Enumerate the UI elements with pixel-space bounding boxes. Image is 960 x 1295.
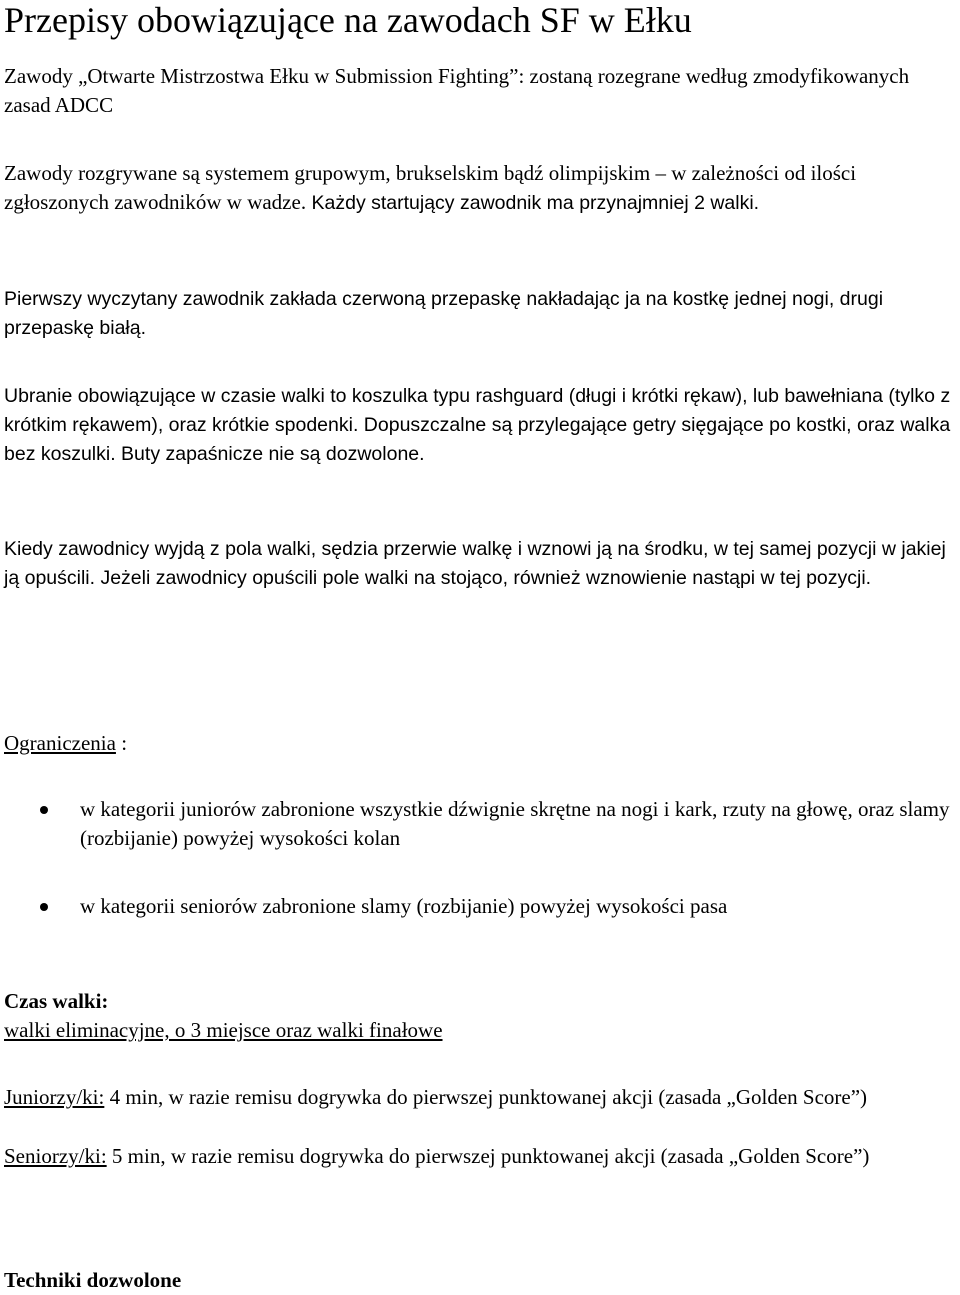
restrictions-heading-label: Ograniczenia <box>4 731 116 755</box>
intro-paragraph-5 <box>4 535 956 593</box>
intro-paragraph-5-text: Kiedy zawodnicy wyjdą z pola walki, sędzia przerwie walkę i wznowi ją na środku, w tej samej pozycji w jakiej ją opuścili. <box>4 538 946 589</box>
juniors-rule <box>4 1083 956 1112</box>
juniors-label: Juniorzy/ki: <box>4 1085 105 1109</box>
seniors-rule <box>4 1142 956 1171</box>
intro-paragraph-5-extra: Jeżeli zawodnicy opuścili pole walki na stojąco, również wznowienie nastąpi w tej pozycji. <box>95 567 872 589</box>
restriction-text-seniors: w kategorii seniorów zabronione slamy (rozbijanie) powyżej wysokości pasa <box>80 894 728 918</box>
intro-paragraph-4-extra: Dopuszczalne są przylegające getry sięgające po kostki, oraz walka bez koszulki. Buty zapaśnicze nie są dozwolone. <box>4 414 951 465</box>
page-title: Przepisy obowiązujące na zawodach SF w Ełku <box>4 0 692 40</box>
intro-paragraph-2 <box>4 159 956 218</box>
bullet-icon <box>40 806 48 814</box>
intro-paragraph-1: Zawody „Otwarte Mistrzostwa Ełku w Submission Fighting”: zostaną rozegrane według zmodyfikowanych zasad ADCC <box>4 64 910 117</box>
bullet-icon <box>40 903 48 911</box>
intro-paragraph-3: Pierwszy wyczytany zawodnik zakłada czerwoną przepaskę nakładając ja na kostkę jednej nogi, drugi przepaskę białą. <box>4 288 884 339</box>
restriction-text-juniors: w kategorii juniorów zabronione wszystkie dźwignie skrętne na nogi i kark, rzuty na głowę, oraz slamy (rozbijanie) powyżej wysokości kolan <box>80 797 950 850</box>
fight-time-heading: Czas walki: <box>4 989 109 1013</box>
fight-time-subheading: walki eliminacyjne, o 3 miejsce oraz walki finałowe <box>4 1018 443 1042</box>
intro-paragraph-4-text: Ubranie obowiązujące w czasie walki to koszulka typu rashguard (długi i krótki rękaw), lub bawełniana (tylko z krótkim rękawem), oraz krótkie spodenki. <box>4 385 951 436</box>
restrictions-heading <box>4 729 127 758</box>
techniques-heading: Techniki dozwolone <box>4 1268 182 1292</box>
intro-paragraph-4 <box>4 382 956 469</box>
intro-paragraph-2-extra: Każdy startujący zawodnik ma przynajmniej 2 walki. <box>306 192 760 214</box>
restrictions-heading-suffix: : <box>115 731 128 755</box>
intro-paragraph-2-text: Zawody rozgrywane są systemem grupowym, brukselskim bądź olimpijskim – w zależności od ilości zgłoszonych zawodników w wadze. <box>4 161 857 214</box>
seniors-text: 5 min, w razie remisu dogrywka do pierwszej punktowanej akcji (zasada „Golden Score”) <box>106 1144 870 1168</box>
juniors-text: 4 min, w razie remisu dogrywka do pierwszej punktowanej akcji (zasada „Golden Score”) <box>104 1085 868 1109</box>
seniors-label: Seniorzy/ki: <box>4 1144 107 1168</box>
